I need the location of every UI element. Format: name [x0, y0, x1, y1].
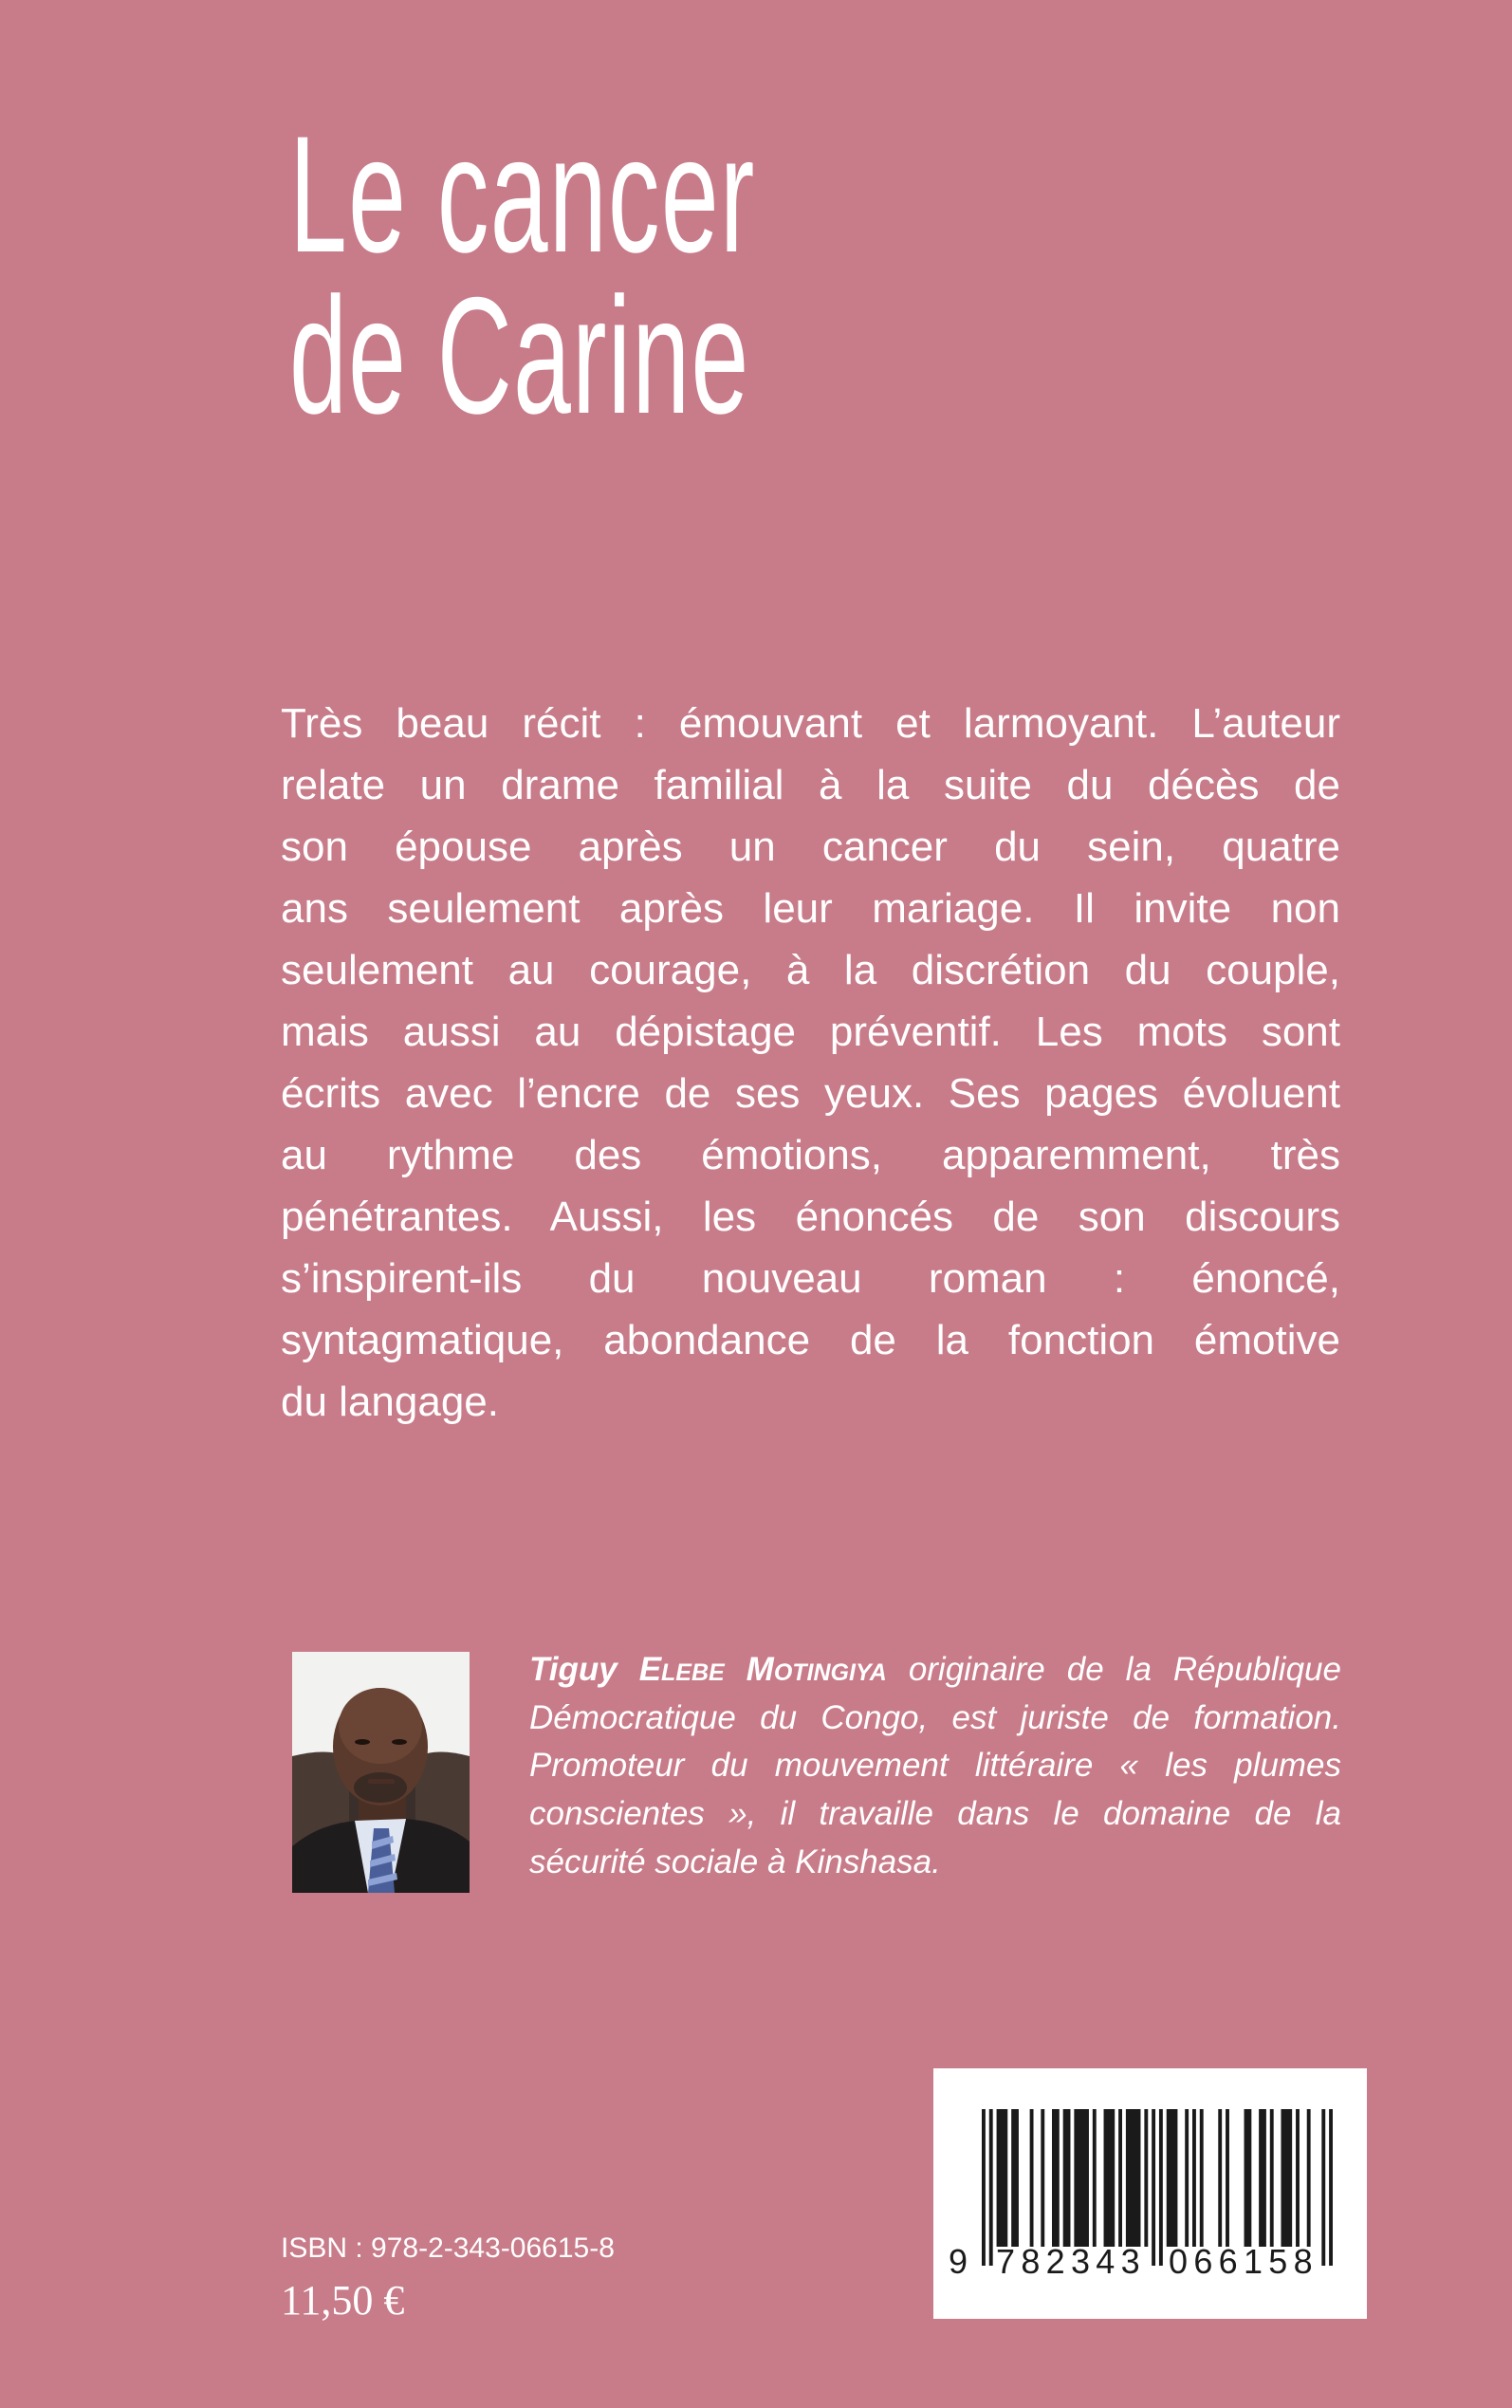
blurb-line: du langage. [281, 1379, 499, 1425]
blurb-line: Très beau récit : émouvant et larmoyant. L’auteur [281, 700, 1340, 747]
isbn-label: ISBN : 978-2-343-06615-8 [281, 2232, 615, 2264]
blurb-line: syntagmatique, abondance de la fonction émotive [281, 1317, 1340, 1363]
author-bio [529, 1646, 1341, 1886]
author-portrait-icon [292, 1652, 470, 1893]
author-surname: Elebe Motingiya [638, 1651, 887, 1688]
book-blurb [281, 693, 1340, 1433]
blurb-line: relate un drame familial à la suite du décès de [281, 762, 1340, 808]
blurb-line: seulement au courage, à la discrétion du couple, [281, 947, 1340, 993]
blurb-line: mais aussi au dépistage préventif. Les mots sont [281, 1009, 1340, 1055]
bio-line: Démocratique du Congo, est juriste de formation. [529, 1698, 1341, 1736]
bio-text: originaire de la République [908, 1651, 1341, 1688]
blurb-line: ans seulement après leur mariage. Il invite non [281, 885, 1340, 932]
book-title-line-1: Le cancer [289, 102, 756, 287]
barcode-left-digits: 782343 [996, 2242, 1146, 2281]
bio-line [529, 1646, 1341, 1695]
bio-line: Promoteur du mouvement littéraire « les plumes [529, 1747, 1341, 1785]
blurb-line: s’inspirent-ils du nouveau roman : énoncé, [281, 1255, 1340, 1302]
barcode-bars-icon [933, 2068, 1367, 2319]
barcode-first-digit: 9 [949, 2242, 968, 2281]
author-photo [292, 1652, 470, 1893]
blurb-line: écrits avec l’encre de ses yeux. Ses pages évoluent [281, 1070, 1340, 1117]
blurb-line: son épouse après un cancer du sein, quatre [281, 824, 1340, 870]
blurb-line: pénétrantes. Aussi, les énoncés de son discours [281, 1194, 1340, 1240]
bio-line: sécurité sociale à Kinshasa. [529, 1843, 941, 1880]
author-first-name: Tiguy [529, 1651, 618, 1688]
bio-line: conscientes », il travaille dans le domaine de la [529, 1795, 1341, 1833]
barcode-right-digits: 066158 [1169, 2242, 1318, 2281]
author-name [529, 1651, 887, 1688]
blurb-line: au rythme des émotions, apparemment, très [281, 1132, 1340, 1178]
price-label: 11,50 € [281, 2277, 405, 2324]
book-title-line-2: de Carine [289, 264, 750, 449]
barcode [933, 2068, 1367, 2319]
